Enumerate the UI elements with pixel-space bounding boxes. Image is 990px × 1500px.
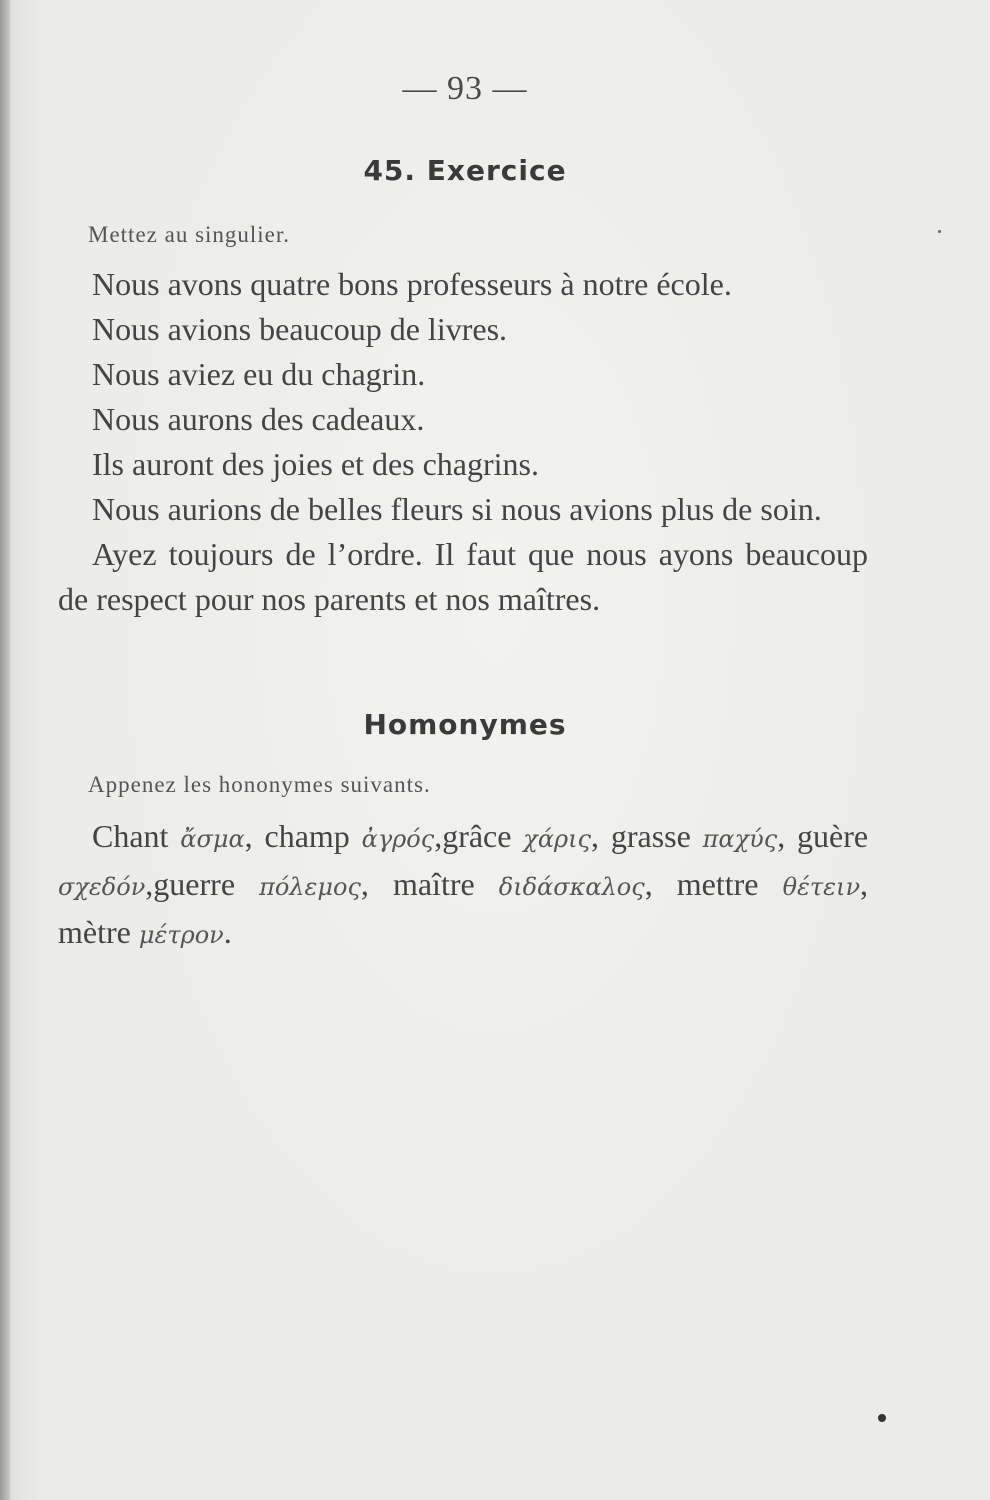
- homonymes-instruction: Appenez les hononymes suivants.: [88, 772, 431, 797]
- page-number: — 93 —: [402, 70, 528, 107]
- homonymes-heading: Homonymes: [363, 708, 567, 741]
- paper-speck: [938, 230, 941, 233]
- page-binding-edge: [0, 0, 10, 1500]
- homonym-word: maître: [392, 866, 475, 902]
- homonym-sep: ,: [644, 866, 677, 902]
- exercise-line: Nous avions beaucoup de livres.: [92, 311, 508, 347]
- homonym-sep: ,: [777, 818, 798, 854]
- homonym-greek: ἄσμα: [180, 825, 245, 853]
- homonym-greek: θέτειν: [782, 873, 861, 901]
- homonym-greek: μέτρον: [138, 921, 224, 949]
- homonym-greek: χάρις: [523, 825, 591, 853]
- ink-dot: [878, 1414, 886, 1422]
- homonym-greek: πόλεμος: [259, 873, 361, 901]
- homonym-greek: σχεδόν: [58, 873, 146, 901]
- exercise-line: Nous aurions de belles fleurs si nous avions plus de soin.: [92, 491, 822, 527]
- exercise-instruction: Mettez au singulier.: [88, 222, 291, 247]
- homonym-greek: ἀγρός: [361, 825, 435, 853]
- homonym-word: champ: [264, 818, 350, 854]
- homonym-sep: .: [223, 914, 232, 950]
- exercise-line: Nous aurons des cadeaux.: [92, 401, 425, 437]
- homonym-word: grasse: [610, 818, 691, 854]
- homonym-word: mètre: [58, 914, 131, 950]
- exercise-heading: 45. Exercice: [363, 154, 567, 187]
- homonym-paragraph: [58, 814, 868, 958]
- homonym-sep: ,: [434, 818, 443, 854]
- homonym-word: grâce: [442, 818, 512, 854]
- exercise-line: Nous avons quatre bons professeurs à notre école.: [92, 266, 732, 302]
- exercise-line: Nous aviez eu du chagrin.: [92, 356, 426, 392]
- homonym-sep: ,: [244, 818, 265, 854]
- homonym-word: mettre: [676, 866, 759, 902]
- exercise-line: Ayez toujours de l’ordre. Il faut que nous ayons beaucoup de respect pour nos parents et nos maîtres.: [58, 536, 868, 617]
- homonymes-text: [58, 814, 868, 958]
- homonym-sep: ,: [360, 866, 393, 902]
- homonym-word: Chant: [92, 818, 169, 854]
- exercise-text: [58, 262, 868, 622]
- exercise-line: Ils auront des joies et des chagrins.: [92, 446, 539, 482]
- homonym-word: guerre: [153, 866, 236, 902]
- homonym-greek: διδάσκαλος: [498, 873, 645, 901]
- homonym-sep: ,: [860, 866, 869, 902]
- homonym-word: guère: [797, 818, 869, 854]
- homonym-greek: παχύς: [702, 825, 778, 853]
- homonym-sep: ,: [145, 866, 154, 902]
- homonym-sep: ,: [591, 818, 611, 854]
